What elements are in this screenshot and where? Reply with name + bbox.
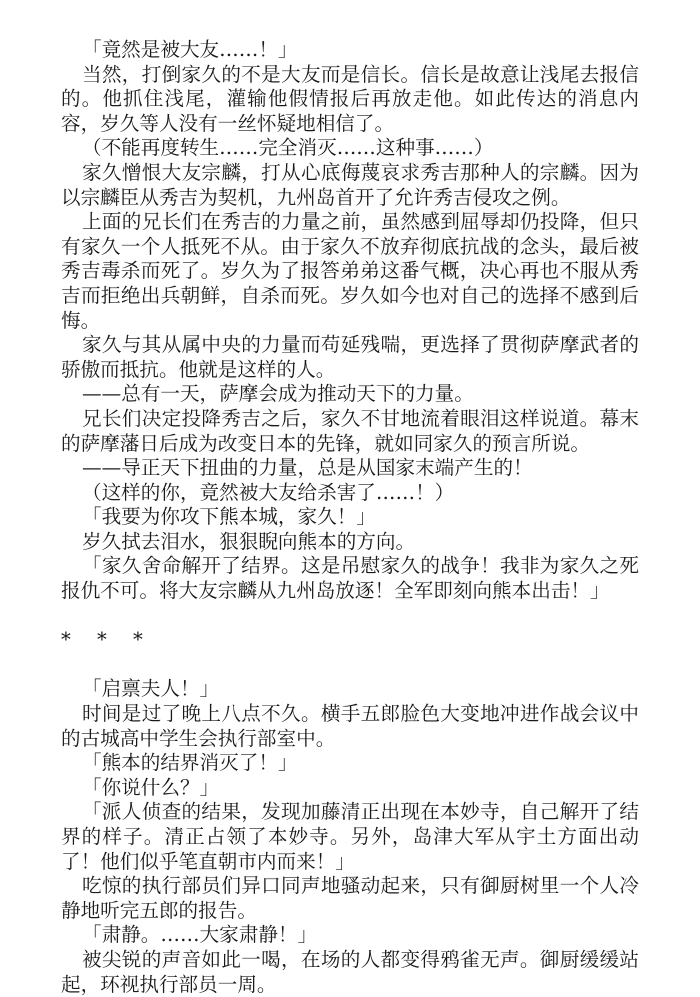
paragraph: （不能再度转生……完全消灭……这种事……） bbox=[82, 136, 494, 160]
paragraph: 「家久舍命解开了结界。这是吊慰家久的战争！我非为家久之死报仇不可。将大友宗麟从九州岛放逐！全军即刻向熊本出击！」 bbox=[61, 554, 639, 603]
paragraph: 吃惊的执行部员们异口同声地骚动起来，只有御厨树里一个人冷静地听完五郎的报告。 bbox=[61, 874, 639, 922]
blank-line bbox=[61, 653, 639, 678]
paragraph: 当然，打倒家久的不是大友而是信长。信长是故意让浅尾去报信的。他抓住浅尾，灌输他假情报后再放走他。如此传达的消息内容，岁久等人没有一丝怀疑地相信了。 bbox=[61, 62, 639, 135]
paragraph: 时间是过了晚上八点不久。横手五郎脸色大变地冲进作战会议中的古城高中学生会执行部室中。 bbox=[61, 702, 639, 750]
paragraph: （这样的你，竟然被大友给杀害了……！） bbox=[82, 480, 455, 504]
paragraph: 被尖锐的声音如此一喝，在场的人都变得鸦雀无声。御厨缓缓站起，环视执行部员一周。 bbox=[61, 947, 639, 996]
paragraph: 岁久拭去泪水，狠狠睨向熊本的方向。 bbox=[82, 529, 416, 553]
paragraph: ——总有一天，萨摩会成为推动天下的力量。 bbox=[82, 382, 474, 406]
blank-line bbox=[61, 604, 639, 629]
paragraph: 「肃静。……大家肃静！」 bbox=[82, 923, 318, 947]
scene-break-separator: * * * bbox=[61, 628, 153, 652]
paragraph: 「启禀夫人！」 bbox=[82, 677, 220, 701]
paragraph: 上面的兄长们在秀吉的力量之前，虽然感到屈辱却仍投降，但只有家久一个人抵死不从。由于家久不放弃彻底抗战的念头，最后被秀吉毒杀而死了。岁久为了报答弟弟这番气概，决心再也不服从秀吉而拒绝出兵朝鲜，自杀而死。岁久如今也对自己的选择不感到后悔。 bbox=[61, 210, 639, 332]
paragraph: ——导正天下扭曲的力量，总是从国家末端产生的！ bbox=[82, 456, 533, 480]
paragraph: 「竟然是被大友……！」 bbox=[82, 38, 298, 61]
paragraph: 「你说什么？」 bbox=[82, 775, 220, 799]
paragraph: 兄长们决定投降秀吉之后，家久不甘地流着眼泪这样说道。幕末的萨摩藩日后成为改变日本的先锋，就如同家久的预言所说。 bbox=[61, 406, 639, 455]
paragraph: 家久憎恨大友宗麟，打从心底侮蔑哀求秀吉那种人的宗麟。因为以宗麟臣从秀吉为契机，九州岛首开了允许秀吉侵攻之例。 bbox=[61, 160, 639, 209]
paragraph: 「熊本的结界消灭了！」 bbox=[82, 751, 298, 775]
paragraph: 家久与其从属中央的力量而苟延残喘，更选择了贯彻萨摩武者的骄傲而抵抗。他就是这样的人。 bbox=[61, 333, 639, 381]
paragraph: 「我要为你攻下熊本城，家久！」 bbox=[82, 505, 376, 529]
text-column bbox=[61, 38, 639, 997]
paragraph: 「派人侦查的结果，发现加藤清正出现在本妙寺，自己解开了结界的样子。清正占领了本妙寺。另外，岛津大军从宇土方面出动了！他们似乎笔直朝市内而来！」 bbox=[61, 800, 639, 873]
